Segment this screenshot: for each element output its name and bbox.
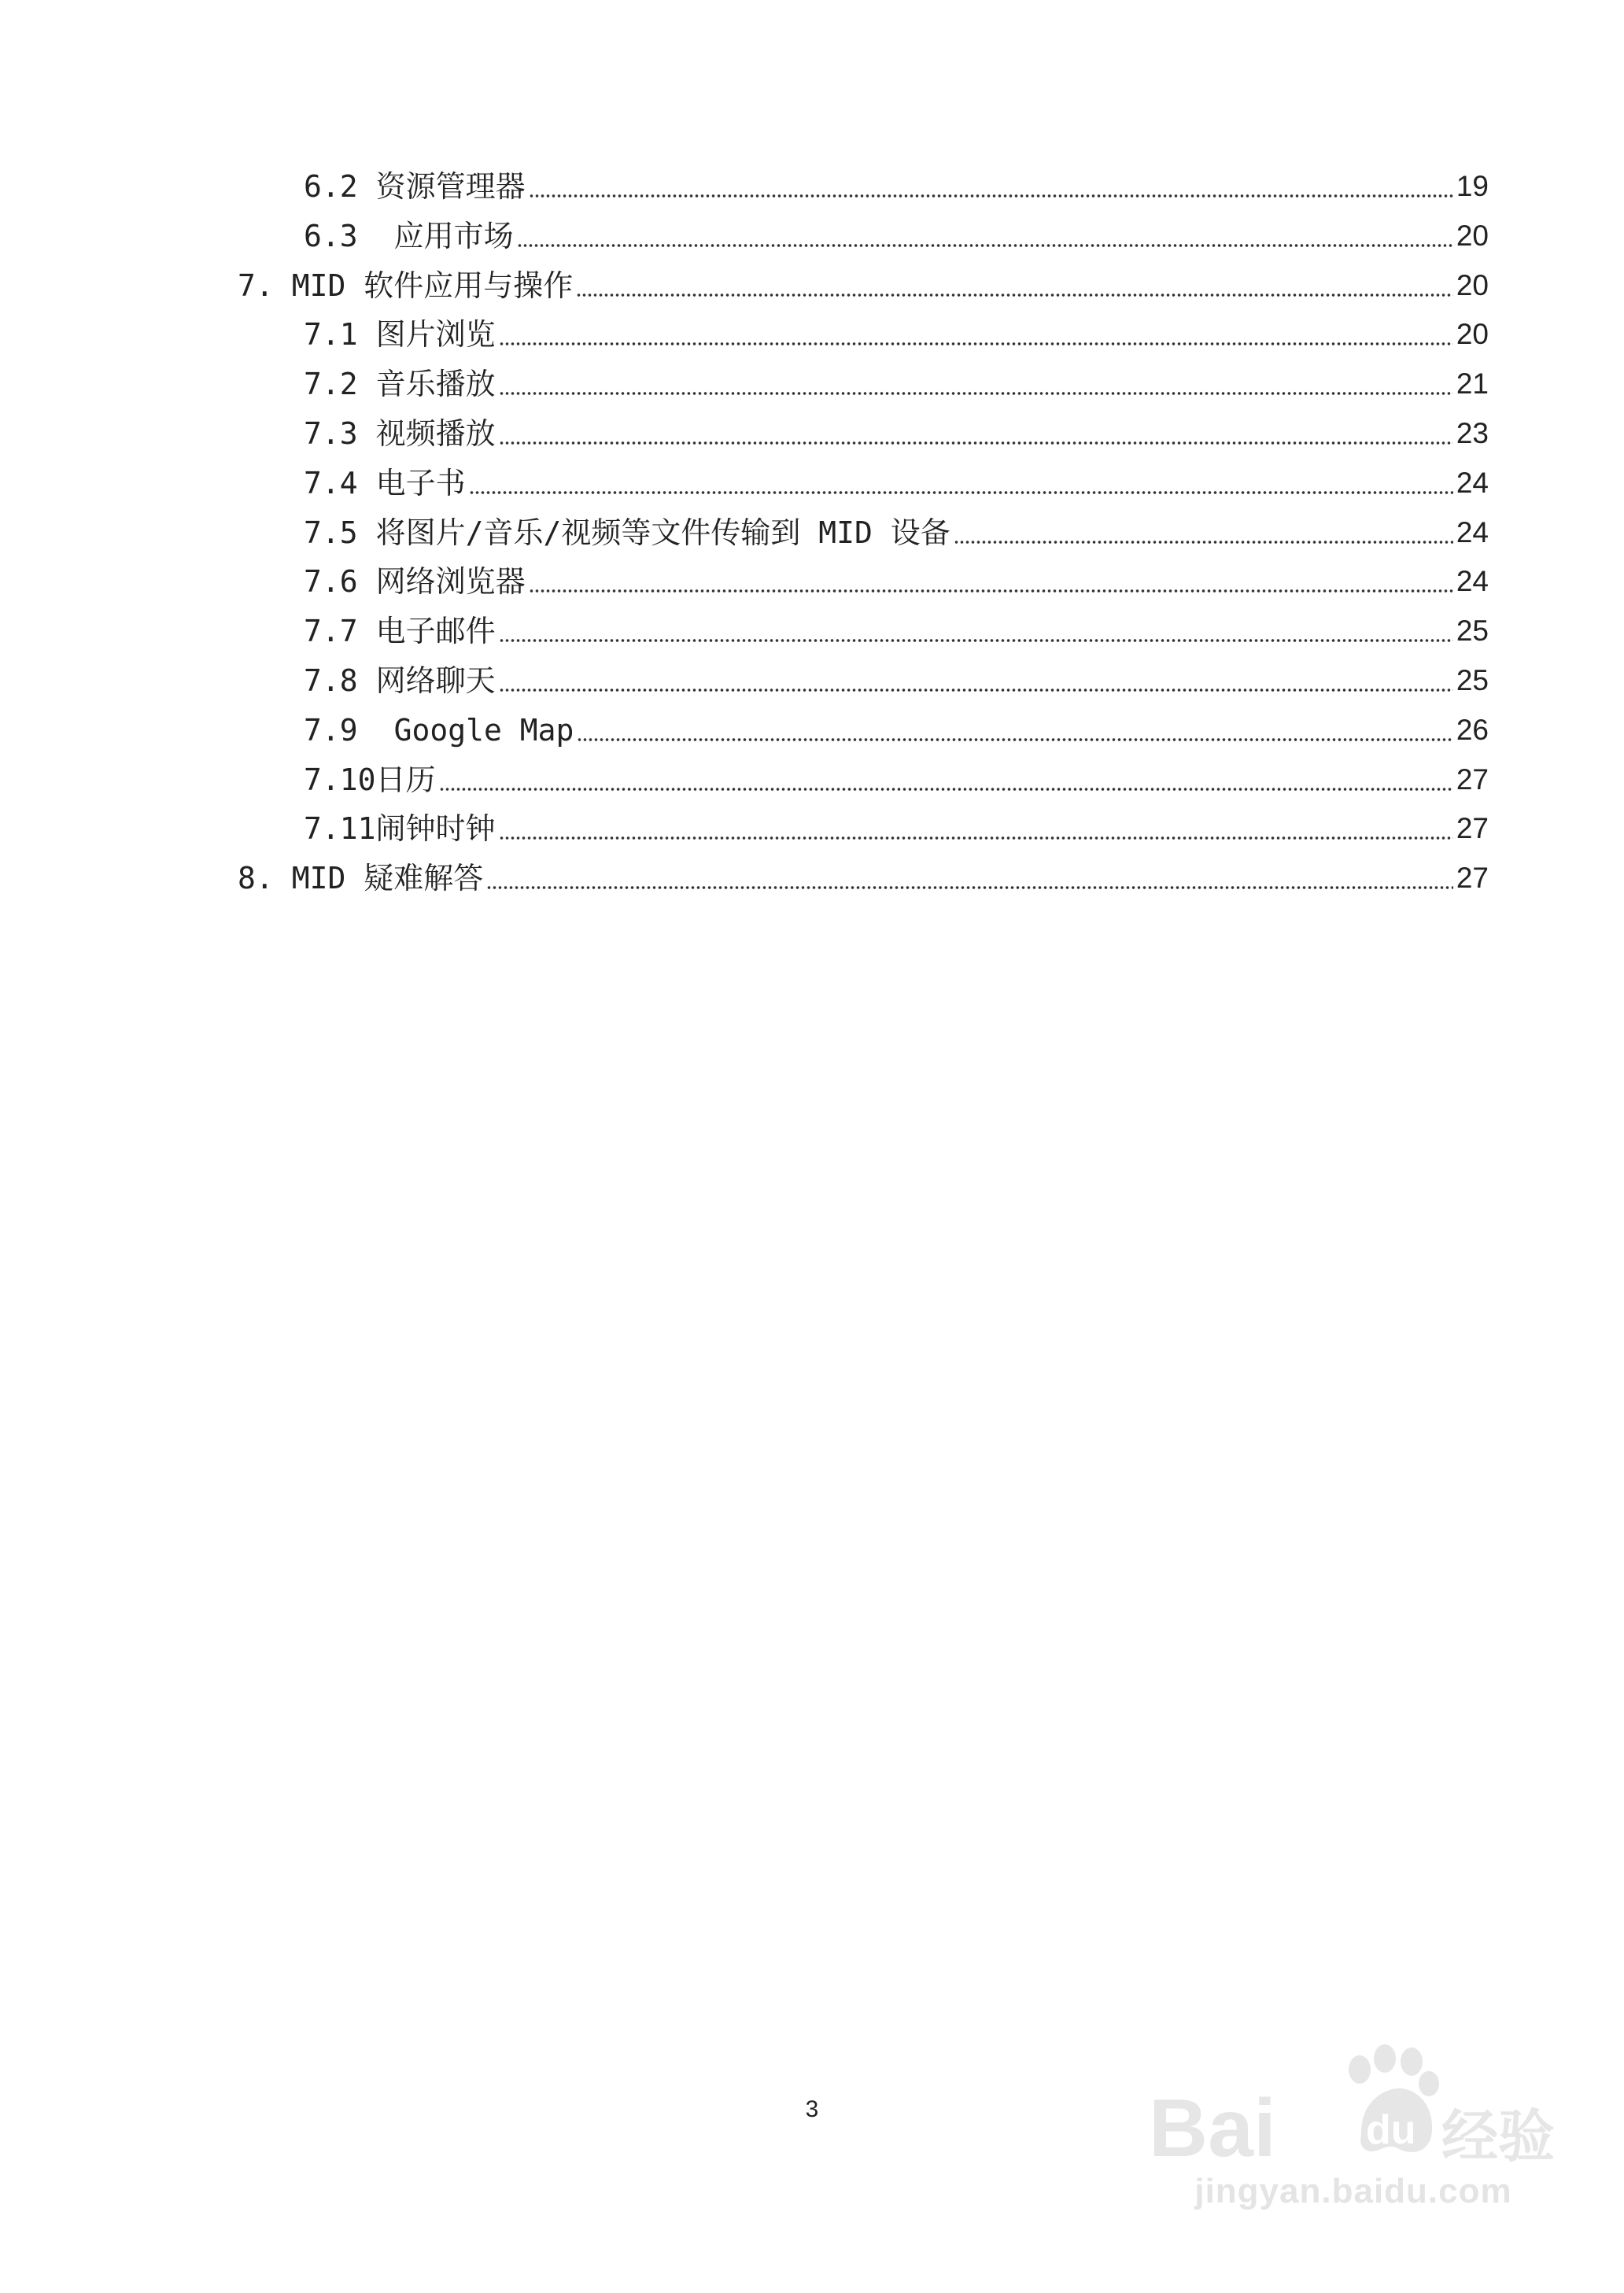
toc-entry-title: 音乐播放 (375, 367, 496, 401)
toc-dot-leader (469, 489, 1453, 497)
toc-dot-leader (499, 340, 1453, 348)
toc-entry-page: 20 (1456, 318, 1489, 350)
toc-entry[interactable] (0, 508, 1624, 557)
toc-entry-number: 7.5 (304, 515, 358, 550)
toc-entry-title: 视频播放 (375, 416, 496, 451)
toc-entry-page: 23 (1456, 417, 1489, 449)
toc-entry-title: 网络浏览器 (375, 564, 526, 599)
toc-dot-leader (439, 785, 1453, 793)
toc-entry-line (304, 212, 1489, 260)
toc-entry-title: 闹钟时钟 (375, 811, 496, 846)
toc-entry-page: 20 (1456, 269, 1489, 301)
toc-entry-page: 26 (1456, 714, 1489, 746)
toc-entry[interactable] (0, 854, 1624, 903)
toc-entry-title: 电子书 (375, 466, 466, 500)
toc-entry[interactable] (0, 310, 1624, 359)
toc-entry-page: 27 (1456, 812, 1489, 844)
svg-text:经验: 经验 (1441, 2103, 1556, 2169)
page-number: 3 (805, 2096, 819, 2122)
toc-entry-line (304, 706, 1489, 755)
toc-entry-number: 7.2 (304, 367, 358, 401)
toc-dot-leader (576, 291, 1453, 299)
toc-entry-title: 应用市场 (393, 219, 514, 253)
toc-entry[interactable] (0, 212, 1624, 260)
toc-entry-number: 6.3 (304, 219, 358, 253)
toc-dot-leader (499, 834, 1453, 842)
toc-entry[interactable] (0, 607, 1624, 655)
toc-entry-title: 将图片/音乐/视频等文件传输到 MID 设备 (375, 515, 950, 550)
toc-dot-leader (486, 884, 1453, 892)
toc-entry-page: 27 (1456, 862, 1489, 894)
toc-entry-title: 网络聊天 (375, 663, 496, 698)
table-of-contents (0, 0, 1624, 944)
toc-entry-line (238, 261, 1489, 310)
toc-entry-line (304, 162, 1489, 211)
toc-entry-line (304, 310, 1489, 359)
toc-entry-line (304, 656, 1489, 705)
toc-dot-leader (499, 686, 1453, 694)
toc-entry-title: 日历 (375, 762, 436, 797)
toc-dot-leader (499, 439, 1453, 447)
toc-entry-page: 27 (1456, 763, 1489, 796)
toc-entry-page: 21 (1456, 367, 1489, 400)
toc-entry-line (238, 854, 1489, 903)
toc-entry-number: 7.6 (304, 564, 358, 599)
toc-dot-leader (499, 637, 1453, 644)
toc-entry-page: 19 (1456, 170, 1489, 202)
toc-entry[interactable] (0, 656, 1624, 705)
toc-entry-title: MID 疑难解答 (291, 861, 484, 895)
toc-entry-line (304, 409, 1489, 458)
toc-entry-number: 7.8 (304, 663, 358, 698)
toc-entry-line (304, 360, 1489, 408)
toc-dot-leader (517, 242, 1453, 249)
toc-entry[interactable] (0, 755, 1624, 804)
toc-entry[interactable] (0, 261, 1624, 310)
toc-entry[interactable] (0, 409, 1624, 458)
toc-entry-number: 7.10 (304, 762, 376, 797)
toc-entry-page: 24 (1456, 516, 1489, 548)
watermark-url: jingyan.baidu.com (1194, 2172, 1512, 2210)
toc-entry-page: 25 (1456, 664, 1489, 696)
toc-entry[interactable] (0, 804, 1624, 853)
toc-entry-number: 7. (238, 268, 274, 303)
toc-entry[interactable] (0, 706, 1624, 755)
toc-entry-number: 6.2 (304, 169, 358, 204)
toc-entry[interactable] (0, 459, 1624, 508)
toc-dot-leader (577, 736, 1452, 744)
toc-entry-number: 7.1 (304, 317, 358, 352)
toc-entry[interactable] (0, 360, 1624, 408)
toc-entry-title: 资源管理器 (375, 169, 526, 204)
toc-entry-line (304, 557, 1489, 606)
toc-dot-leader (499, 390, 1453, 397)
toc-entry-title: 电子邮件 (375, 614, 496, 648)
baidu-jingyan-watermark (1149, 2038, 1558, 2227)
toc-entry-number: 7.4 (304, 466, 358, 500)
toc-entry-line (304, 607, 1489, 655)
toc-entry-line (304, 755, 1489, 804)
toc-entry-number: 7.11 (304, 811, 376, 846)
svg-text:Bai: Bai (1149, 2083, 1276, 2172)
toc-entry-number: 7.3 (304, 416, 358, 451)
toc-entry-number: 8. (238, 861, 274, 895)
toc-entry-line (304, 508, 1489, 557)
toc-dot-leader (954, 538, 1453, 546)
svg-text:du: du (1366, 2107, 1416, 2153)
toc-entry-line (304, 459, 1489, 508)
toc-entry-number: 7.9 (304, 713, 358, 748)
toc-entry-page: 24 (1456, 565, 1489, 597)
toc-entry-page: 24 (1456, 467, 1489, 499)
toc-dot-leader (529, 587, 1453, 595)
toc-entry-page: 20 (1456, 220, 1489, 252)
baidu-jingyan-logo-icon (1149, 2038, 1558, 2172)
toc-entry-page: 25 (1456, 615, 1489, 647)
toc-entry-title: MID 软件应用与操作 (291, 268, 574, 303)
toc-entry-title: 图片浏览 (375, 317, 496, 352)
toc-entry-number: 7.7 (304, 614, 358, 648)
toc-entry[interactable] (0, 162, 1624, 211)
toc-dot-leader (529, 192, 1453, 200)
toc-entry-title: Google Map (393, 713, 574, 748)
toc-entry-line (304, 804, 1489, 853)
toc-entry[interactable] (0, 557, 1624, 606)
